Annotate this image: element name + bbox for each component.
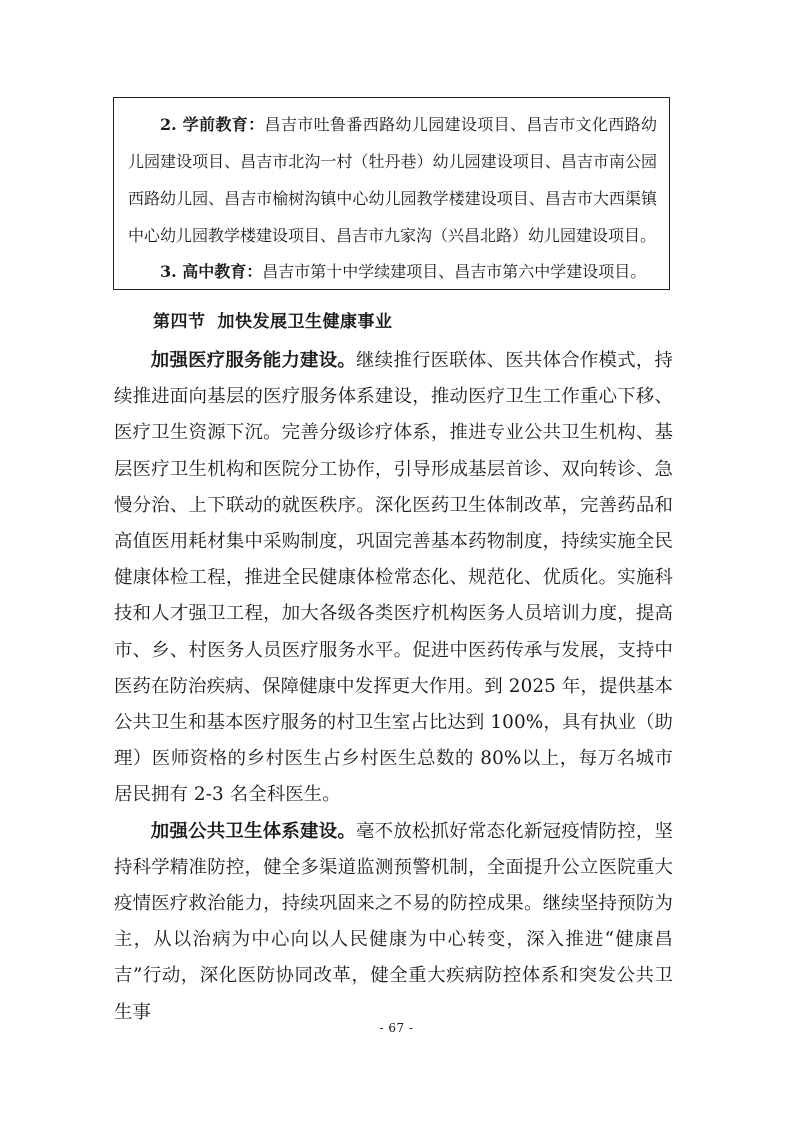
section-title: 加快发展卫生健康事业 xyxy=(217,312,393,332)
page-number: - 67 - xyxy=(379,1021,414,1035)
paragraph-public-health xyxy=(114,814,673,1031)
paragraph-lead: 加强公共卫生体系建设。 xyxy=(150,820,357,842)
highschool-projects xyxy=(128,253,657,290)
body-text xyxy=(114,343,673,1031)
paragraph-lead: 加强医疗服务能力建设。 xyxy=(150,350,357,371)
section-heading xyxy=(153,307,393,332)
paragraph-medical-services xyxy=(114,343,673,814)
preschool-label: 2. 学前教育： xyxy=(160,115,265,134)
highschool-text: 昌吉市第十中学续建项目、昌吉市第六中学建设项目。 xyxy=(262,262,647,281)
paragraph-text: 继续推行医联体、医共体合作模式，持续推进面向基层的医疗服务体系建设，推动医疗卫生工作重心下移、医疗卫生资源下沉。完善分级诊疗体系，推进专业公共卫生机构、基层医疗卫生机构和医院分工协作，引导形成基层首诊、双向转诊、急慢分治、上下联动的就医秩序。深化医药卫生体制改革，完善药品和高值医用耗材集中采购制度，巩固完善基本药物制度，持续实施全民健康体检工程，推进全民健康体检常态化、规范化、优质化。实施科技和人才强卫工程，加大各级各类医疗机构医务人员培训力度，提高市、乡、村医务人员医疗服务水平。促进中医药传承与发展，支持中医药在防治疾病、保障健康中发挥更大作用。到 2025 年，提供基本公共卫生和基本医疗服务的村卫生室占比达到 100%，具有执业（助理）医师资格的乡村医生占乡村医生总数的 80%以上，每万名城市居民拥有 2-3 名全科医生。 xyxy=(114,350,673,806)
highschool-label: 3. 高中教育： xyxy=(160,262,263,281)
section-number: 第四节 xyxy=(153,312,206,332)
project-list-box xyxy=(113,97,670,290)
paragraph-text: 毫不放松抓好常态化新冠疫情防控，坚持科学精准防控，健全多渠道监测预警机制，全面提升公立医院重大疫情医疗救治能力，持续巩固来之不易的防控成果。继续坚持预防为主，从以治病为中心向以人民健康为中心转变，深入推进“健康昌吉”行动，深化医防协同改革，健全重大疾病防控体系和突发公共卫生事 xyxy=(114,820,673,1023)
preschool-projects xyxy=(128,106,657,254)
preschool-text: 昌吉市吐鲁番西路幼儿园建设项目、昌吉市文化西路幼儿园建设项目、昌吉市北沟一村（牡丹巷）幼儿园建设项目、昌吉市南公园西路幼儿园、昌吉市榆树沟镇中心幼儿园教学楼建设项目、昌吉市大西渠镇中心幼儿园教学楼建设项目、昌吉市九家沟（兴昌北路）幼儿园建设项目。 xyxy=(128,115,657,245)
